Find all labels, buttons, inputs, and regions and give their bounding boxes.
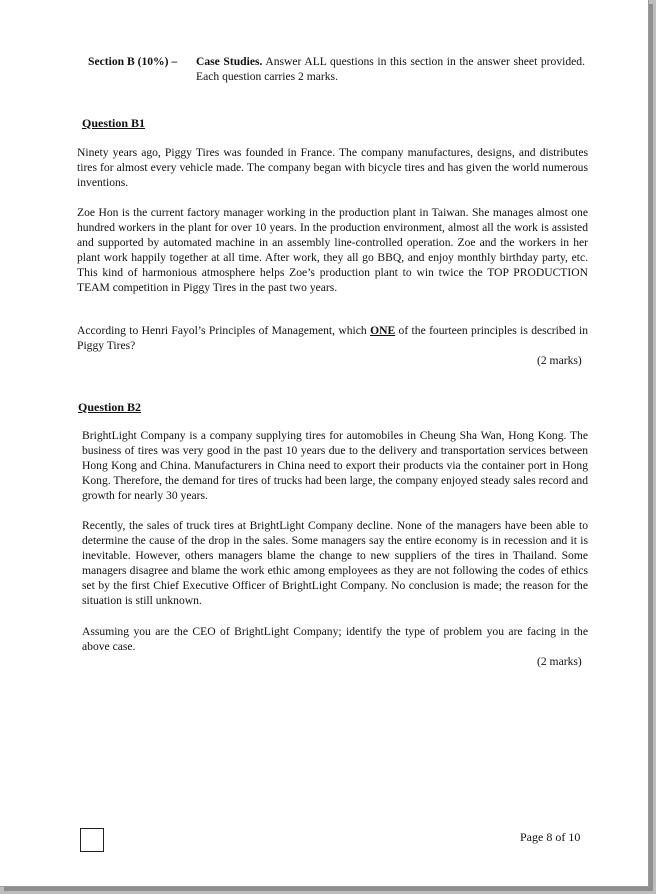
- section-title: Case Studies.: [196, 55, 263, 68]
- question-b2-question: Assuming you are the CEO of BrightLight Company; identify the type of problem you are facing in the above case.: [82, 625, 588, 653]
- question-b1-heading: Question B1: [82, 116, 146, 130]
- question-b2-heading: Question B2: [78, 400, 142, 414]
- page-number: Page 8 of 10: [520, 830, 581, 844]
- question-b1-question-pre: According to Henri Fayol’s Principles of Management, which: [77, 324, 371, 337]
- section-instructions: [196, 55, 585, 85]
- question-b2-paragraph-2: Recently, the sales of truck tires at BrightLight Company decline. None of the managers have been able to determine the cause of the drop in the sales. Some managers say the entire economy is in recession and it is inevitable. However, others managers blame the change to new suppliers of the tires in Thailand. Some managers disagree and blame the work ethic among employees as they are not following the codes of ethics set by the first Chief Executive Officer of BrightLight Company. No conclusion is made; the reason for the situation is still unknown.: [82, 519, 588, 607]
- question-b1-marks: (2 marks): [537, 354, 582, 367]
- question-b2-paragraph-1: BrightLight Company is a company supplying tires for automobiles in Cheung Sha Wan, Hong Kong. The business of tires was very good in the past 10 years due to the delivery and transportation services between Hong Kong and China. Manufacturers in China need to export their products via the container port in Hong Kong. Therefore, the demand for tires of trucks had been large, the company enjoyed steady sales record and growth for nearly 30 years.: [82, 429, 588, 502]
- answer-checkbox: [80, 828, 104, 852]
- section-label: Section B (10%) –: [88, 55, 178, 68]
- question-b1-question: [77, 324, 588, 354]
- section-instructions-text: Answer ALL questions in this section in the answer sheet provided. Each question carries 2 marks.: [196, 55, 585, 83]
- question-b1-paragraph-1: Ninety years ago, Piggy Tires was founded in France. The company manufactures, designs, and distributes tires for almost every vehicle made. The company began with bicycle tires and has given the world numerous inventions.: [77, 146, 588, 189]
- question-b1-question-post: of the fourteen principles is described in Piggy Tires?: [77, 324, 588, 352]
- question-b2-marks: (2 marks): [537, 655, 582, 668]
- question-b1-paragraph-2: Zoe Hon is the current factory manager working in the production plant in Taiwan. She manages almost one hundred workers in the plant for over 10 years. In the production environment, almost all the work is assisted and supported by automated machine in an assembly line-controlled operation. Zoe and the workers in her plant work happily together at all time. After work, they all go BBQ, and enjoy monthly birthday party, etc. This kind of harmonious atmosphere helps Zoe’s production plant to win twice the TOP PRODUCTION TEAM competition in Piggy Tires in the past two years.: [77, 206, 588, 294]
- question-b1-question-emphasis: ONE: [370, 324, 396, 337]
